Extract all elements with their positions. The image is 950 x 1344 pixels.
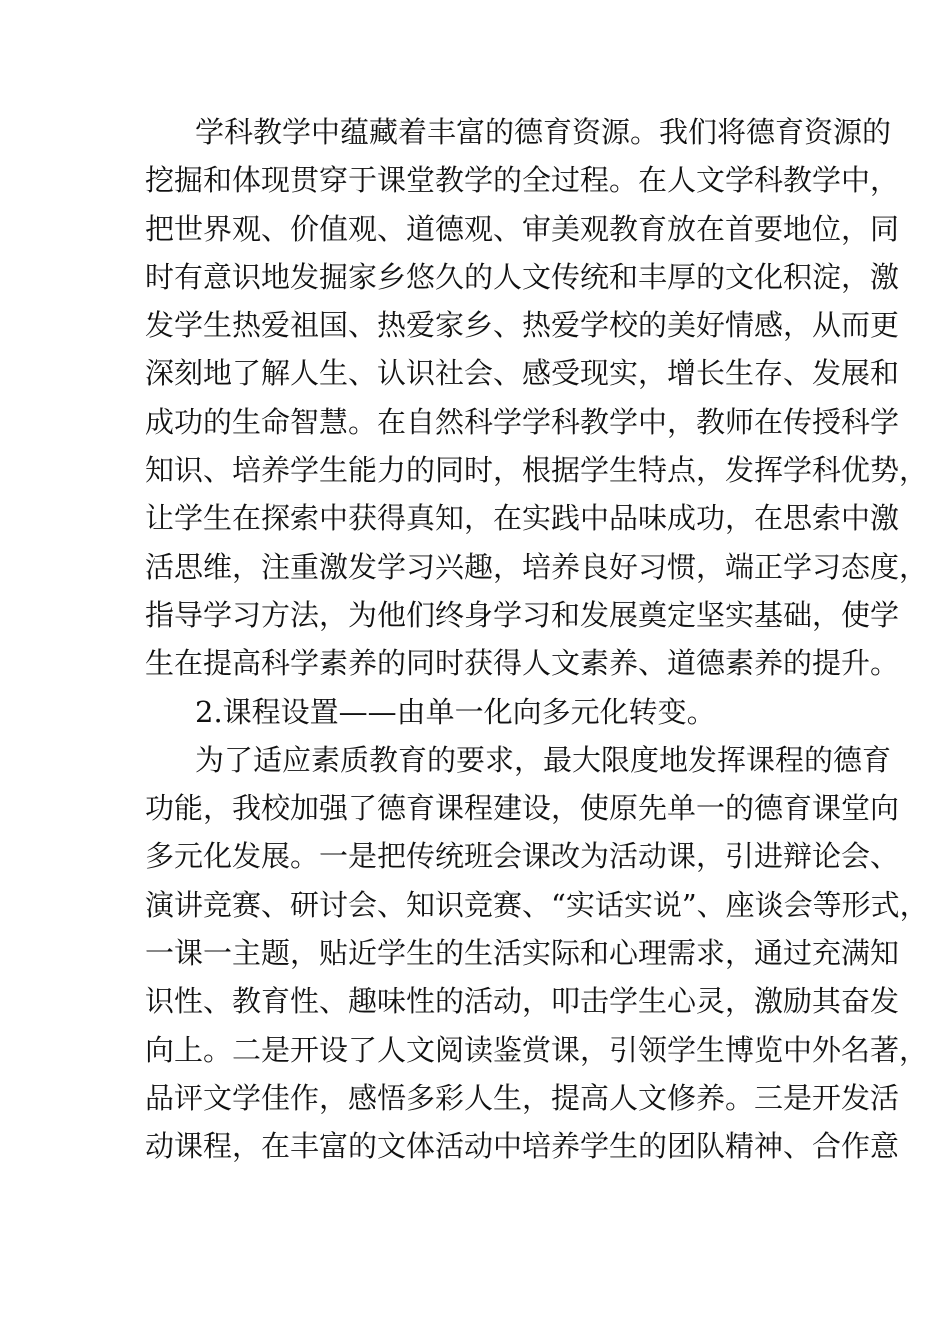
text-line: 为了适应素质教育的要求，最大限度地发挥课程的德育 (195, 742, 892, 777)
document-body (145, 108, 929, 1171)
paragraph-curriculum (145, 736, 929, 1171)
text-line: 品评文学佳作，感悟多彩人生，提高人文修养。三是开发活 (145, 1080, 900, 1115)
text-line: 挖掘和体现贯穿于课堂教学的全过程。在人文学科教学中， (145, 163, 900, 198)
text-line: 动课程，在丰富的文体活动中培养学生的团队精神、合作意 (145, 1129, 900, 1164)
text-line: 指导学习方法，为他们终身学习和发展奠定坚实基础，使学 (145, 597, 900, 632)
paragraph-moral-resources (145, 108, 929, 688)
text-line: 多元化发展。一是把传统班会课改为活动课，引进辩论会、 (145, 839, 900, 874)
text-line: 时有意识地发掘家乡悠久的人文传统和丰厚的文化积淀，激 (145, 259, 900, 294)
text-line: 识性、教育性、趣味性的活动，叩击学生心灵，激励其奋发 (145, 984, 900, 1019)
text-line: 演讲竞赛、研讨会、知识竞赛、“实话实说”、座谈会等形式， (145, 887, 929, 922)
section-heading: 2.课程设置——由单一化向多元化转变。 (195, 694, 716, 729)
text-line: 活思维，注重激发学习兴趣，培养良好习惯，端正学习态度， (145, 549, 929, 584)
text-line: 生在提高科学素养的同时获得人文素养、道德素养的提升。 (145, 646, 900, 681)
text-line: 深刻地了解人生、认识社会、感受现实，增长生存、发展和 (145, 356, 900, 391)
text-line: 让学生在探索中获得真知，在实践中品味成功，在思索中激 (145, 501, 900, 536)
text-line: 一课一主题，贴近学生的生活实际和心理需求，通过充满知 (145, 936, 900, 971)
text-line: 功能，我校加强了德育课程建设，使原先单一的德育课堂向 (145, 791, 900, 826)
text-line: 知识、培养学生能力的同时，根据学生特点，发挥学科优势， (145, 453, 929, 488)
text-line: 学科教学中蕴藏着丰富的德育资源。我们将德育资源的 (195, 115, 892, 149)
text-line: 把世界观、价值观、道德观、审美观教育放在首要地位，同 (145, 211, 900, 246)
text-line: 向上。二是开设了人文阅读鉴赏课，引领学生博览中外名著， (145, 1032, 929, 1067)
text-line: 成功的生命智慧。在自然科学学科教学中，教师在传授科学 (145, 404, 900, 439)
text-line: 发学生热爱祖国、热爱家乡、热爱学校的美好情感，从而更 (145, 308, 900, 343)
